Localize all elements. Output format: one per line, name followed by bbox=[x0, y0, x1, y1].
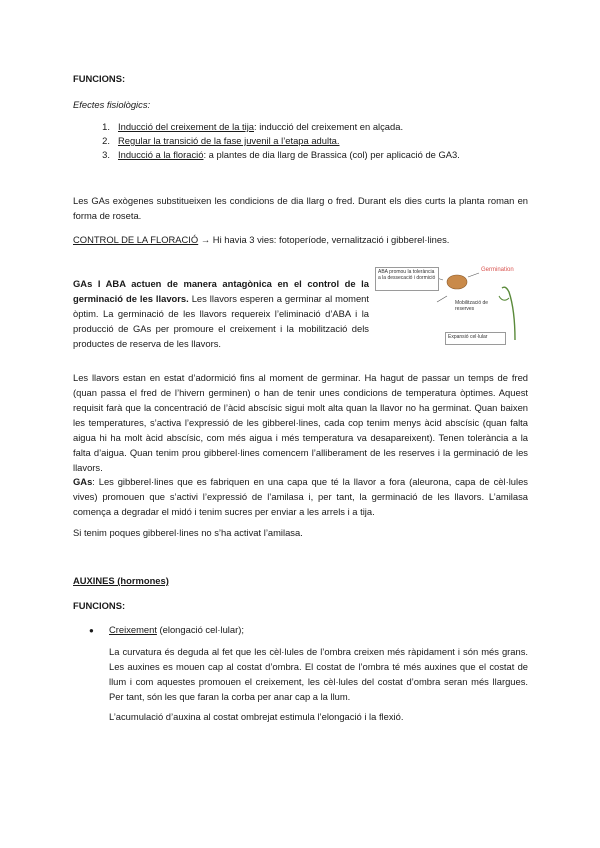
paragraph-gas-exogenes: Les GAs exògenes substitueixen les condicions de dia llarg o fred. Durant els dies curts la planta roman en forma de roseta. bbox=[73, 195, 528, 221]
paragraph-adormicio: Les llavors estan en estat d’adormició fins al moment de germinar. Ha hagut de passar un temps de fred (quan passa el fred de l’hivern germinen) o han de tenir unes condicions de temperatura òptimes. Aquest requisit farà que la concentració de l’àcid abscísic sigui molt alta quan la llavor no ha germinat. Quan baixen les temperatures, s’activa l’expressió de les gibberel·lines, cada cop tenim menys àcid abscísic (quan falta aigua hi ha molt àcid abscísic, com més aigua i més temperatura va desapareixent). Tenen tolerància a la falta d’aigua. Quan tenim prou gibberel·lines comencem l’alliberament de les reserves i la germinació de les llavors. bbox=[73, 372, 528, 473]
list-item: 1. Inducció del creixement de la tija: inducció del creixement en alçada. bbox=[102, 121, 404, 132]
funcions-heading-2: FUNCIONS: bbox=[73, 600, 126, 611]
paragraph-curvatura: La curvatura és deguda al fet que les cèl·lules de l’ombra creixen més ràpidament i són més grans. Les auxines es mouen cap al costat d’ombra. El costat de l’ombra té més auxines que el costat de llum i com aquestes promouen el creixement, les cèl·lules del costat d’ombra seran més llargues. Per tant, són les que faran la corba per anar cap a la llum. bbox=[109, 646, 528, 702]
efectes-heading: Efectes fisiològics: bbox=[73, 99, 151, 110]
list-item: 2. Regular la transició de la fase juvenil a l’etapa adulta. bbox=[102, 135, 340, 146]
paragraph-acumulacio: L’acumulació d’auxina al costat ombrejat estimula l’elongació i la flexió. bbox=[109, 711, 404, 722]
control-floracio: CONTROL DE LA FLORACIÓ → Hi havia 3 vies: fotoperíode, vernalització i gibberel·lines. bbox=[73, 234, 450, 245]
paragraph-poques: Si tenim poques gibberel·lines no s’ha activat l’amilasa. bbox=[73, 527, 303, 538]
germination-label: Germination bbox=[481, 267, 514, 273]
germination-figure bbox=[375, 262, 527, 352]
control-floracio-label: CONTROL DE LA FLORACIÓ bbox=[73, 234, 199, 245]
bullet-icon: ● bbox=[89, 626, 94, 635]
expansio-box: Expansió cel·lular bbox=[445, 332, 506, 345]
paragraph-aba: GAs I ABA actuen de manera antagònica en el control de la germinació de les llavors. Les llavors esperen a germinar al moment òptim. La germinació de les llavors requereix l’eliminació d’ABA i la producció de GAs per promoure el creixement i la mobilització dels productes de reserva de les llavors. bbox=[73, 278, 370, 349]
mobilitzacio-label: Mobilització de reserves bbox=[455, 300, 489, 312]
list-item-link: Inducció del creixement de la tija bbox=[118, 121, 255, 132]
auxines-heading: AUXINES (hormones) bbox=[73, 575, 169, 586]
funcions-heading: FUNCIONS: bbox=[73, 73, 126, 84]
arrow-icon: → bbox=[200, 234, 211, 245]
list-item-link: Regular la transició de la fase juvenil a l’etapa adulta. bbox=[118, 135, 340, 146]
bullet-creixement: ● Creixement (elongació cel·lular); bbox=[89, 622, 244, 638]
aba-box: ABA promou la tolerància a la dessecació i dormició bbox=[375, 267, 439, 291]
list-item: 3. Inducció a la floració: a plantes de dia llarg de Brassica (col) per aplicació de GA3. bbox=[102, 149, 460, 160]
paragraph-gas-capa: GAs: Les gibberel·lines que es fabriquen en una capa que té la llavor a fora (aleurona, capa de cèl·lules vives) promouen que s’activi l’expressió de l’amilasa i, per tant, la germinació de les llavors. L’amilasa comença a degradar el midó i tenim sucres per enviar a les arrels i a tija. bbox=[73, 476, 528, 517]
creixement-link: Creixement bbox=[109, 624, 157, 635]
list-item-link: Inducció a la floració bbox=[118, 149, 204, 160]
efectes-list bbox=[92, 120, 532, 162]
